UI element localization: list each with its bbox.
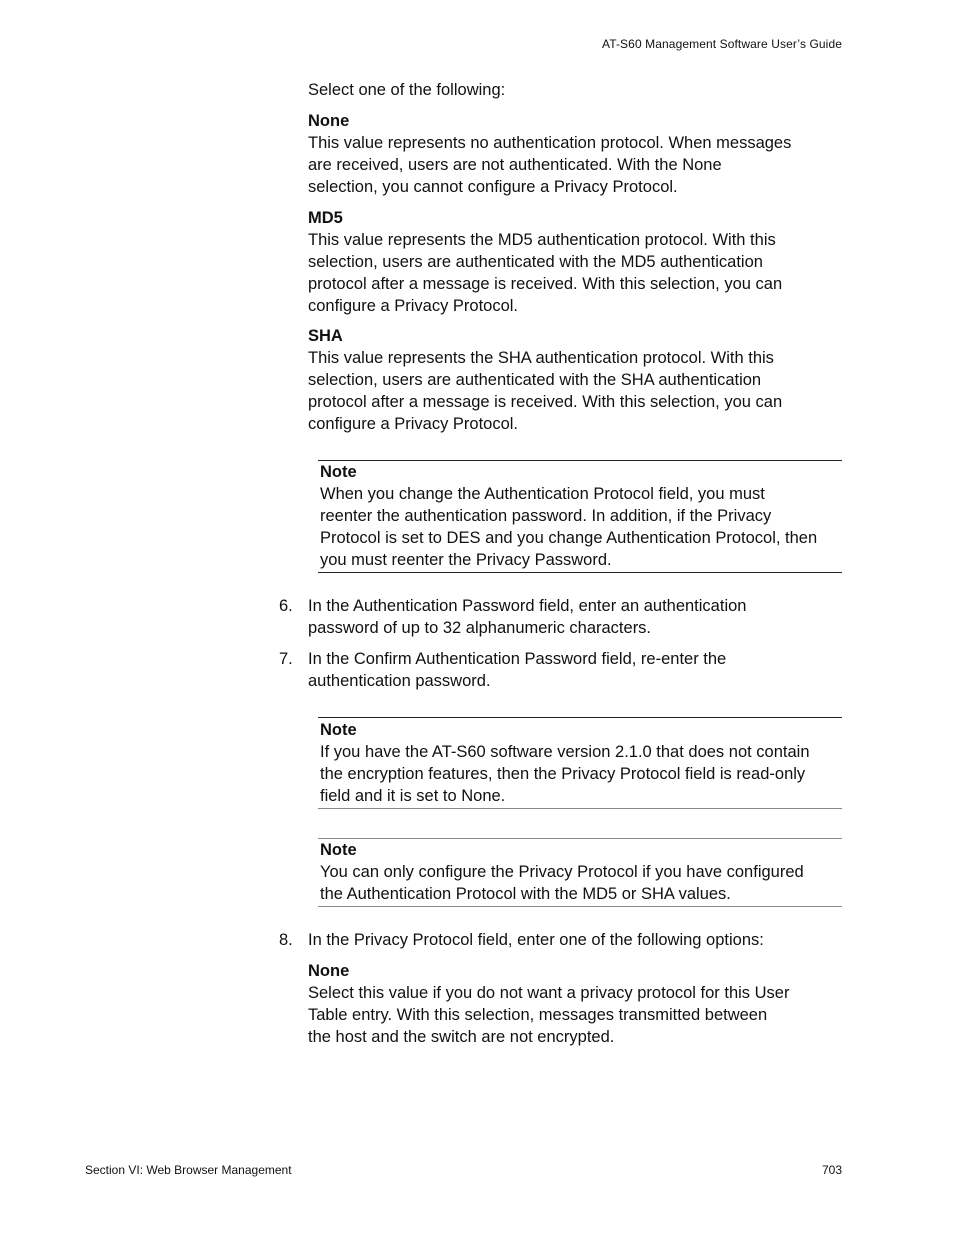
note-label: Note <box>320 463 357 481</box>
option-desc-line: Table entry. With this selection, messages transmitted between <box>308 1006 768 1024</box>
note-line: reenter the authentication password. In addition, if the Privacy <box>320 507 772 525</box>
note-label: Note <box>320 841 357 859</box>
step-8 <box>308 929 848 951</box>
option-term: None <box>308 112 350 130</box>
note-line: you must reenter the Privacy Password. <box>320 551 612 569</box>
step-6 <box>308 595 828 639</box>
option-term: SHA <box>308 327 343 345</box>
note-line: When you change the Authentication Protocol field, you must <box>320 485 765 503</box>
note-line: Protocol is set to DES and you change Authentication Protocol, then <box>320 529 818 547</box>
option-desc-line: selection, users are authenticated with the MD5 authentication <box>308 253 763 271</box>
note-line: If you have the AT-S60 software version 2.1.0 that does not contain <box>320 743 810 761</box>
footer-section: Section VI: Web Browser Management <box>85 1163 292 1177</box>
step-number: 6. <box>279 597 293 615</box>
option-desc-line: This value represents the MD5 authentication protocol. With this <box>308 231 776 249</box>
option-desc-line: protocol after a message is received. With this selection, you can <box>308 275 783 293</box>
privacy-option-none <box>308 960 828 1048</box>
step-line: In the Confirm Authentication Password field, re-enter the <box>308 650 727 668</box>
option-term: MD5 <box>308 209 343 227</box>
running-header: AT-S60 Management Software User’s Guide <box>601 37 842 51</box>
option-desc-line: configure a Privacy Protocol. <box>308 415 519 433</box>
step-number: 7. <box>279 650 293 668</box>
option-desc-line: configure a Privacy Protocol. <box>308 297 519 315</box>
note-box-3 <box>318 839 842 905</box>
step-line: In the Authentication Password field, enter an authentication <box>308 597 747 615</box>
note-line: the encryption features, then the Privacy Protocol field is read-only <box>320 765 806 783</box>
option-desc-line: are received, users are not authenticated. With the None <box>308 156 722 174</box>
note-bottom-rule <box>318 906 842 907</box>
note-box-2 <box>318 719 842 807</box>
note-bottom-rule <box>318 572 842 573</box>
note-line: the Authentication Protocol with the MD5 or SHA values. <box>320 885 731 903</box>
note-bottom-rule <box>318 808 842 809</box>
page-number: 703 <box>821 1163 842 1177</box>
step-line: In the Privacy Protocol field, enter one of the following options: <box>308 931 764 949</box>
note-box-1 <box>318 461 842 571</box>
step-line: authentication password. <box>308 672 491 690</box>
note-top-rule <box>318 717 842 718</box>
option-desc-line: protocol after a message is received. With this selection, you can <box>308 393 783 411</box>
note-label: Note <box>320 721 357 739</box>
option-desc-line: Select this value if you do not want a privacy protocol for this User <box>308 984 790 1002</box>
option-desc-line: This value represents no authentication protocol. When messages <box>308 134 792 152</box>
note-line: You can only configure the Privacy Protocol if you have configured <box>320 863 804 881</box>
auth-option-md5 <box>308 207 828 317</box>
auth-option-none <box>308 110 828 198</box>
option-desc-line: selection, you cannot configure a Privacy Protocol. <box>308 178 678 196</box>
step-number: 8. <box>279 931 293 949</box>
option-desc-line: This value represents the SHA authentication protocol. With this <box>308 349 774 367</box>
step-line: password of up to 32 alphanumeric characters. <box>308 619 652 637</box>
note-line: field and it is set to None. <box>320 787 506 805</box>
option-desc-line: the host and the switch are not encrypted. <box>308 1028 615 1046</box>
step-7 <box>308 648 828 692</box>
option-term: None <box>308 962 350 980</box>
option-desc-line: selection, users are authenticated with the SHA authentication <box>308 371 762 389</box>
auth-option-sha <box>308 325 828 435</box>
intro-text: Select one of the following: <box>308 81 506 99</box>
